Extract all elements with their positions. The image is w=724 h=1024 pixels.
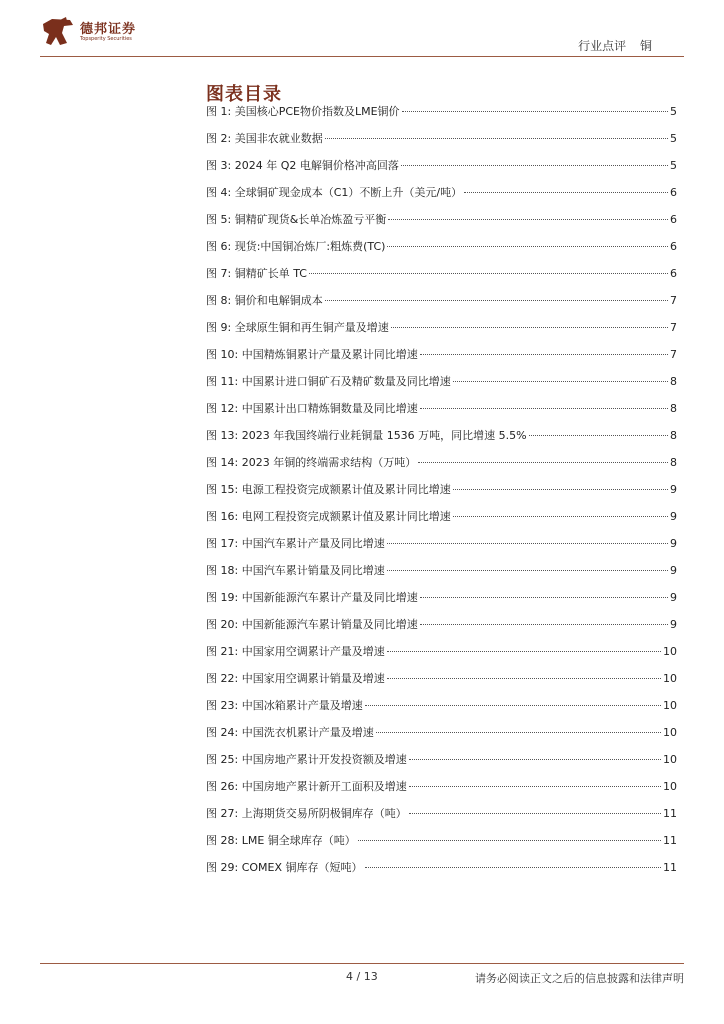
dot-leader	[409, 813, 661, 814]
dot-leader	[358, 840, 661, 841]
figure-label: 图 8:	[206, 294, 232, 307]
dot-leader	[388, 219, 668, 220]
figure-title: 全球原生铜和再生铜产量及增速	[234, 321, 389, 334]
company-logo	[40, 14, 150, 50]
dot-leader	[376, 732, 661, 733]
dot-leader	[420, 354, 668, 355]
toc-page-number: 6	[670, 240, 677, 253]
bull-logo-icon	[40, 16, 74, 48]
toc-page-number: 9	[670, 618, 677, 631]
toc-entry[interactable]	[206, 103, 677, 130]
toc-page-number: 10	[663, 645, 677, 658]
toc-entry-title	[206, 670, 385, 686]
toc-entry[interactable]	[206, 670, 677, 697]
toc-entry-title	[206, 481, 451, 497]
figure-title: 美国非农就业数据	[234, 132, 323, 145]
dot-leader	[464, 192, 668, 193]
toc-entry[interactable]	[206, 535, 677, 562]
toc-entry-title	[206, 805, 407, 821]
toc-page-number: 8	[670, 456, 677, 469]
toc-entry-title	[206, 184, 462, 200]
toc-entry[interactable]	[206, 184, 677, 211]
dot-leader	[453, 381, 668, 382]
toc-page-number: 5	[670, 105, 677, 118]
figure-label: 图 13:	[206, 429, 239, 442]
toc-entry[interactable]	[206, 562, 677, 589]
figure-title: 2024 年 Q2 电解铜价格冲高回落	[234, 159, 399, 172]
figure-label: 图 17:	[206, 537, 239, 550]
toc-entry[interactable]	[206, 805, 677, 832]
disclaimer-note: 请务必阅读正文之后的信息披露和法律声明	[475, 972, 684, 985]
toc-entry-title	[206, 346, 418, 362]
dot-leader	[387, 651, 661, 652]
dot-leader	[420, 624, 668, 625]
dot-leader	[420, 597, 668, 598]
dot-leader	[418, 462, 668, 463]
figure-title: 中国汽车累计销量及同比增速	[241, 564, 385, 577]
toc-entry[interactable]	[206, 697, 677, 724]
figure-title: 中国洗衣机累计产量及增速	[241, 726, 374, 739]
figure-label: 图 18:	[206, 564, 239, 577]
figure-title: 中国家用空调累计产量及增速	[241, 645, 385, 658]
figure-title: 中国汽车累计产量及同比增速	[241, 537, 385, 550]
page-title: 图表目录	[206, 84, 282, 106]
toc-entry-title	[206, 643, 385, 659]
toc-entry[interactable]	[206, 859, 677, 886]
toc-entry[interactable]	[206, 373, 677, 400]
figure-label: 图 23:	[206, 699, 239, 712]
toc-entry-title	[206, 562, 385, 578]
toc-entry-title	[206, 157, 399, 173]
figure-title: 中国累计进口铜矿石及精矿数量及同比增速	[241, 375, 451, 388]
toc-page-number: 9	[670, 483, 677, 496]
figure-label: 图 28:	[206, 834, 239, 847]
toc-entry-title	[206, 238, 385, 254]
figure-label: 图 24:	[206, 726, 239, 739]
dot-leader	[387, 246, 668, 247]
figure-label: 图 1:	[206, 105, 232, 118]
toc-entry[interactable]	[206, 211, 677, 238]
figure-title: 中国精炼铜累计产量及累计同比增速	[241, 348, 418, 361]
toc-entry-title	[206, 427, 527, 443]
figure-label: 图 5:	[206, 213, 232, 226]
dot-leader	[391, 327, 668, 328]
toc-entry[interactable]	[206, 481, 677, 508]
toc-entry[interactable]	[206, 454, 677, 481]
toc-entry-title	[206, 319, 389, 335]
figure-list	[206, 103, 677, 886]
figure-title: 中国房地产累计新开工面积及增速	[241, 780, 407, 793]
footer-divider	[40, 963, 684, 964]
dot-leader	[387, 570, 668, 571]
toc-page-number: 10	[663, 672, 677, 685]
toc-entry[interactable]	[206, 832, 677, 859]
toc-entry[interactable]	[206, 589, 677, 616]
header-divider	[40, 56, 684, 57]
figure-title: 铜价和电解铜成本	[234, 294, 323, 307]
toc-entry[interactable]	[206, 751, 677, 778]
toc-page-number: 6	[670, 213, 677, 226]
toc-entry[interactable]	[206, 238, 677, 265]
figure-label: 图 16:	[206, 510, 239, 523]
toc-page-number: 8	[670, 375, 677, 388]
toc-page-number: 6	[670, 267, 677, 280]
toc-page-number: 9	[670, 510, 677, 523]
figure-label: 图 2:	[206, 132, 232, 145]
figure-title: 2023 年我国终端行业耗铜量 1536 万吨，同比增速 5.5%	[241, 429, 527, 442]
toc-entry-title	[206, 535, 385, 551]
figure-title: 美国核心PCE物价指数及LME铜价	[234, 105, 400, 118]
figure-label: 图 6:	[206, 240, 232, 253]
report-category	[578, 37, 652, 54]
toc-entry-title	[206, 508, 451, 524]
toc-page-number: 10	[663, 699, 677, 712]
dot-leader	[409, 786, 661, 787]
dot-leader	[529, 435, 668, 436]
toc-entry-title	[206, 454, 416, 470]
dot-leader	[387, 543, 668, 544]
page-number: 4 / 13	[346, 970, 378, 983]
figure-title: 现货:中国铜冶炼厂:粗炼费(TC)	[234, 240, 386, 253]
toc-page-number: 10	[663, 753, 677, 766]
toc-entry[interactable]	[206, 400, 677, 427]
figure-title: 中国冰箱累计产量及增速	[241, 699, 363, 712]
dot-leader	[365, 705, 661, 706]
logo-chinese-name: 德邦证券	[80, 22, 137, 37]
dot-leader	[453, 516, 668, 517]
dot-leader	[420, 408, 668, 409]
toc-entry-title	[206, 373, 451, 389]
toc-page-number: 9	[670, 564, 677, 577]
figure-label: 图 12:	[206, 402, 239, 415]
figure-title: 中国累计出口精炼铜数量及同比增速	[241, 402, 418, 415]
figure-label: 图 7:	[206, 267, 232, 280]
toc-entry[interactable]	[206, 265, 677, 292]
figure-title: 中国新能源汽车累计销量及同比增速	[241, 618, 418, 631]
logo-english-name: Topsperity Securities	[80, 36, 132, 42]
toc-page-number: 8	[670, 429, 677, 442]
figure-label: 图 11:	[206, 375, 239, 388]
figure-title: 中国新能源汽车累计产量及同比增速	[241, 591, 418, 604]
figure-title: COMEX 铜库存（短吨）	[241, 861, 363, 874]
toc-entry-title	[206, 589, 418, 605]
toc-page-number: 11	[663, 861, 677, 874]
figure-label: 图 3:	[206, 159, 232, 172]
toc-page-number: 10	[663, 726, 677, 739]
dot-leader	[387, 678, 661, 679]
dot-leader	[453, 489, 668, 490]
toc-page-number: 6	[670, 186, 677, 199]
figure-label: 图 14:	[206, 456, 239, 469]
toc-page-number: 10	[663, 780, 677, 793]
toc-page-number: 9	[670, 537, 677, 550]
category-label: 行业点评	[578, 39, 627, 53]
toc-entry-title	[206, 859, 363, 875]
figure-title: 电网工程投资完成额累计值及累计同比增速	[241, 510, 451, 523]
toc-entry-title	[206, 832, 356, 848]
figure-label: 图 27:	[206, 807, 239, 820]
toc-entry-title	[206, 130, 323, 146]
figure-title: LME 铜全球库存（吨）	[241, 834, 356, 847]
toc-entry-title	[206, 292, 323, 308]
toc-entry[interactable]	[206, 778, 677, 805]
toc-entry[interactable]	[206, 427, 677, 454]
toc-page-number: 7	[670, 294, 677, 307]
toc-entry-title	[206, 103, 400, 119]
toc-entry-title	[206, 400, 418, 416]
dot-leader	[402, 111, 668, 112]
figure-label: 图 26:	[206, 780, 239, 793]
toc-entry[interactable]	[206, 157, 677, 184]
toc-page-number: 7	[670, 321, 677, 334]
toc-entry[interactable]	[206, 508, 677, 535]
figure-label: 图 21:	[206, 645, 239, 658]
toc-entry[interactable]	[206, 346, 677, 373]
dot-leader	[401, 165, 668, 166]
figure-label: 图 10:	[206, 348, 239, 361]
toc-page-number: 8	[670, 402, 677, 415]
figure-label: 图 15:	[206, 483, 239, 496]
dot-leader	[325, 138, 668, 139]
toc-page-number: 9	[670, 591, 677, 604]
toc-page-number: 7	[670, 348, 677, 361]
toc-entry[interactable]	[206, 319, 677, 346]
figure-title: 中国家用空调累计销量及增速	[241, 672, 385, 685]
figure-title: 铜精矿长单 TC	[234, 267, 307, 280]
dot-leader	[365, 867, 661, 868]
figure-title: 全球铜矿现金成本（C1）不断上升（美元/吨）	[234, 186, 463, 199]
toc-entry[interactable]	[206, 130, 677, 157]
dot-leader	[325, 300, 668, 301]
toc-page-number: 5	[670, 132, 677, 145]
toc-entry[interactable]	[206, 724, 677, 751]
figure-title: 中国房地产累计开发投资额及增速	[241, 753, 407, 766]
sector-label: 铜	[639, 39, 652, 53]
toc-entry[interactable]	[206, 643, 677, 670]
toc-entry-title	[206, 751, 407, 767]
toc-entry[interactable]	[206, 292, 677, 319]
figure-label: 图 25:	[206, 753, 239, 766]
toc-page-number: 11	[663, 807, 677, 820]
figure-label: 图 29:	[206, 861, 239, 874]
toc-entry[interactable]	[206, 616, 677, 643]
figure-label: 图 9:	[206, 321, 232, 334]
figure-label: 图 19:	[206, 591, 239, 604]
figure-title: 铜精矿现货&长单冶炼盈亏平衡	[234, 213, 387, 226]
dot-leader	[409, 759, 661, 760]
toc-entry-title	[206, 697, 363, 713]
toc-page-number: 11	[663, 834, 677, 847]
figure-title: 上海期货交易所阴极铜库存（吨）	[241, 807, 407, 820]
toc-entry-title	[206, 265, 307, 281]
figure-label: 图 22:	[206, 672, 239, 685]
figure-label: 图 4:	[206, 186, 232, 199]
dot-leader	[309, 273, 668, 274]
figure-title: 2023 年铜的终端需求结构（万吨）	[241, 456, 417, 469]
toc-entry-title	[206, 778, 407, 794]
toc-entry-title	[206, 724, 374, 740]
figure-title: 电源工程投资完成额累计值及累计同比增速	[241, 483, 451, 496]
toc-entry-title	[206, 616, 418, 632]
figure-label: 图 20:	[206, 618, 239, 631]
toc-page-number: 5	[670, 159, 677, 172]
toc-entry-title	[206, 211, 386, 227]
